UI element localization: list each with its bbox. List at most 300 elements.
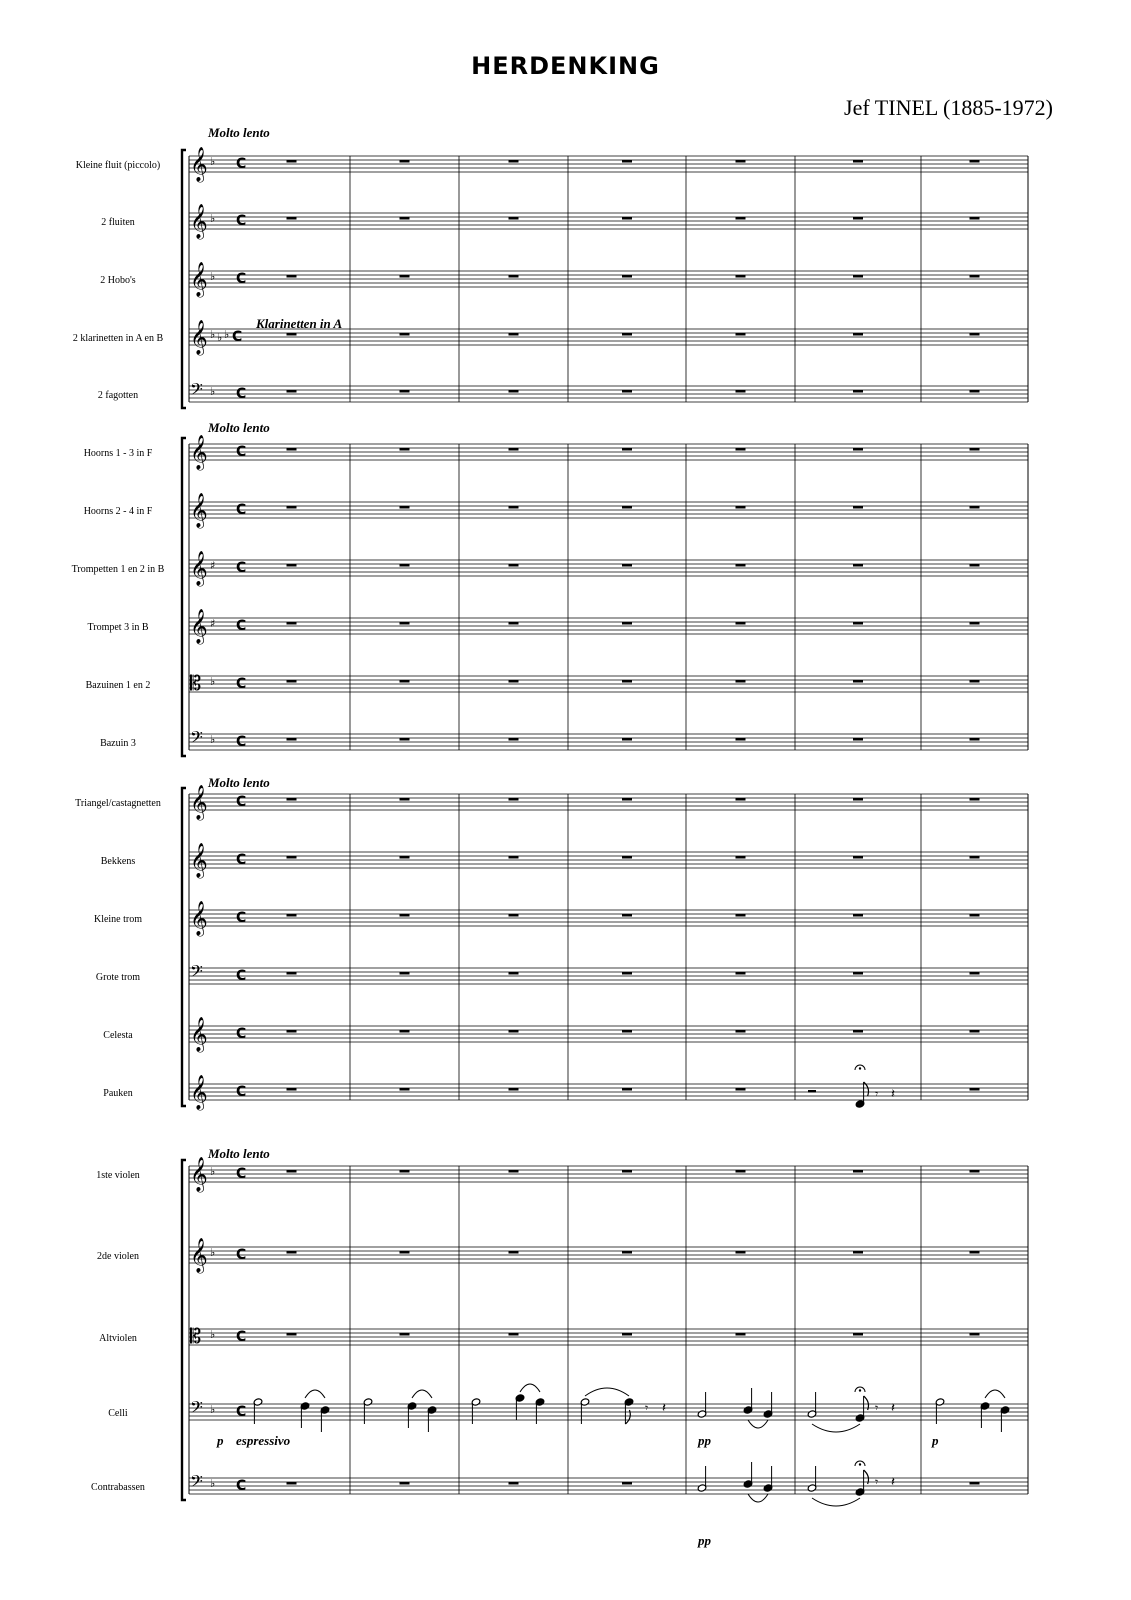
whole-rest-icon: [736, 914, 746, 917]
treble-clef-icon: 𝄞: [190, 320, 208, 355]
clarinet-transposition-note: Klarinetten in A: [256, 316, 343, 331]
instrument-label: Bazuin 3: [100, 738, 136, 749]
flat-icon: ♭: [210, 155, 216, 168]
whole-rest-icon: [400, 275, 410, 278]
whole-rest-icon: [736, 333, 746, 336]
staff-9: [86, 671, 1028, 695]
time-signature: C: [236, 968, 247, 984]
treble-clef-icon: 𝄞: [190, 1017, 208, 1052]
note: [697, 1392, 707, 1418]
time-signature: C: [236, 734, 247, 750]
whole-rest-icon: [736, 622, 746, 625]
instrument-label: 2de violen: [97, 1251, 139, 1262]
group-bracket: [182, 438, 186, 756]
note: [763, 1392, 773, 1418]
tempo-marking: Molto lento: [208, 775, 270, 790]
instrument-label: 2 Hobo's: [100, 275, 136, 286]
whole-rest-icon: [970, 622, 980, 625]
whole-rest-icon: [400, 680, 410, 683]
bass-clef-icon: 𝄢: [190, 961, 203, 985]
time-signature: C: [232, 329, 243, 345]
fermata-icon: [855, 1461, 865, 1466]
treble-clef-icon: 𝄞: [190, 262, 208, 297]
alto-clef-icon: 𝄡: [190, 671, 202, 695]
score-title: HERDENKING: [471, 52, 660, 80]
whole-rest-icon: [287, 914, 297, 917]
whole-rest-icon: [509, 1251, 519, 1254]
group-bracket: [182, 788, 186, 1106]
quarter-rest-icon: 𝄽: [662, 1401, 666, 1416]
whole-rest-icon: [853, 914, 863, 917]
whole-rest-icon: [622, 738, 632, 741]
note: [807, 1466, 817, 1492]
instrument-label: Trompetten 1 en 2 in B: [71, 564, 165, 575]
time-signature: C: [236, 1026, 247, 1042]
flat-icon: ♭: [210, 1165, 216, 1178]
whole-rest-icon: [736, 448, 746, 451]
bass-clef-icon: 𝄢: [190, 727, 203, 751]
whole-rest-icon: [509, 217, 519, 220]
whole-rest-icon: [622, 1170, 632, 1173]
whole-rest-icon: [509, 506, 519, 509]
fermata-icon: [855, 1065, 865, 1070]
whole-rest-icon: [622, 798, 632, 801]
whole-rest-icon: [736, 856, 746, 859]
staff-13: [94, 901, 1028, 937]
sharp-icon: ♯: [210, 559, 216, 572]
composer-credit: Jef TINEL (1885-1972): [844, 95, 1053, 120]
whole-rest-icon: [400, 1482, 410, 1485]
note: [320, 1406, 330, 1432]
whole-rest-icon: [853, 622, 863, 625]
whole-rest-icon: [970, 217, 980, 220]
treble-clef-icon: 𝄞: [190, 1075, 208, 1110]
whole-rest-icon: [287, 1251, 297, 1254]
whole-rest-icon: [736, 972, 746, 975]
note: [427, 1406, 437, 1432]
group-bracket: [182, 150, 186, 408]
whole-rest-icon: [622, 448, 632, 451]
whole-rest-icon: [400, 622, 410, 625]
bass-clef-icon: 𝄢: [190, 379, 203, 403]
instrument-label: Hoorns 1 - 3 in F: [83, 448, 153, 459]
instrument-label: Triangel/castagnetten: [75, 798, 161, 809]
whole-rest-icon: [509, 1482, 519, 1485]
note: [1000, 1406, 1010, 1432]
whole-rest-icon: [287, 1170, 297, 1173]
flat-icon: ♭: [224, 328, 230, 341]
whole-rest-icon: [970, 798, 980, 801]
whole-rest-icon: [970, 275, 980, 278]
time-signature: C: [236, 502, 247, 518]
time-signature: C: [236, 444, 247, 460]
whole-rest-icon: [287, 1482, 297, 1485]
whole-rest-icon: [736, 1088, 746, 1091]
whole-rest-icon: [970, 333, 980, 336]
staff-21: [91, 1471, 1028, 1495]
tempo-marking: Molto lento: [208, 125, 270, 140]
instrument-label: Celesta: [103, 1030, 133, 1041]
dynamic-p: p: [217, 1433, 224, 1448]
dynamic-pp: pp: [698, 1433, 711, 1448]
treble-clef-icon: 𝄞: [190, 551, 208, 586]
whole-rest-icon: [400, 217, 410, 220]
whole-rest-icon: [287, 506, 297, 509]
whole-rest-icon: [970, 448, 980, 451]
whole-rest-icon: [622, 1251, 632, 1254]
whole-rest-icon: [287, 738, 297, 741]
whole-rest-icon: [400, 160, 410, 163]
whole-rest-icon: [970, 390, 980, 393]
time-signature: C: [236, 213, 247, 229]
whole-rest-icon: [622, 217, 632, 220]
whole-rest-icon: [400, 390, 410, 393]
whole-rest-icon: [400, 564, 410, 567]
instrument-label: Trompet 3 in B: [87, 622, 149, 633]
staff-3: [73, 320, 1028, 356]
note: [300, 1402, 310, 1428]
staff-4: [98, 379, 1028, 403]
whole-rest-icon: [853, 160, 863, 163]
instrument-label: Contrabassen: [91, 1482, 145, 1493]
instrument-label: Kleine trom: [93, 914, 143, 925]
whole-rest-icon: [736, 738, 746, 741]
eighth-rest-icon: 𝄾: [875, 1475, 879, 1489]
whole-rest-icon: [509, 390, 519, 393]
treble-clef-icon: 𝄞: [190, 785, 208, 820]
whole-rest-icon: [287, 972, 297, 975]
whole-rest-icon: [853, 1333, 863, 1336]
slur: [748, 1494, 768, 1502]
slur: [812, 1424, 860, 1432]
treble-clef-icon: 𝄞: [190, 147, 208, 182]
whole-rest-icon: [400, 1333, 410, 1336]
staff-15: [103, 1017, 1028, 1053]
whole-rest-icon: [287, 217, 297, 220]
whole-rest-icon: [853, 448, 863, 451]
treble-clef-icon: 𝄞: [190, 204, 208, 239]
whole-rest-icon: [736, 564, 746, 567]
treble-clef-icon: 𝄞: [190, 901, 208, 936]
treble-clef-icon: 𝄞: [190, 1238, 208, 1273]
note: [980, 1402, 990, 1428]
whole-rest-icon: [736, 217, 746, 220]
whole-rest-icon: [509, 680, 519, 683]
fermata-dot: [859, 1463, 861, 1465]
note: [407, 1402, 417, 1428]
flat-icon: ♭: [210, 1328, 216, 1341]
tempo-marking: Molto lento: [208, 1146, 270, 1161]
staff-17: [96, 1157, 1028, 1193]
time-signature: C: [236, 156, 247, 172]
eighth-rest-icon: 𝄾: [645, 1401, 649, 1415]
instrument-label: Hoorns 2 - 4 in F: [83, 506, 153, 517]
note: [743, 1462, 753, 1488]
whole-rest-icon: [970, 160, 980, 163]
whole-rest-icon: [736, 160, 746, 163]
whole-rest-icon: [287, 564, 297, 567]
sharp-icon: ♯: [210, 617, 216, 630]
treble-clef-icon: 𝄞: [190, 435, 208, 470]
slur: [748, 1420, 768, 1428]
instrument-label: Pauken: [103, 1088, 133, 1099]
whole-rest-icon: [509, 1170, 519, 1173]
whole-rest-icon: [622, 1088, 632, 1091]
whole-rest-icon: [853, 1251, 863, 1254]
slur: [305, 1390, 325, 1398]
whole-rest-icon: [400, 738, 410, 741]
whole-rest-icon: [400, 1088, 410, 1091]
time-signature: C: [236, 1084, 247, 1100]
whole-rest-icon: [736, 1170, 746, 1173]
staff-19: [99, 1324, 1028, 1348]
whole-rest-icon: [736, 275, 746, 278]
whole-rest-icon: [287, 1088, 297, 1091]
time-signature: C: [236, 560, 247, 576]
time-signature: C: [236, 618, 247, 634]
whole-rest-icon: [736, 1030, 746, 1033]
whole-rest-icon: [853, 972, 863, 975]
whole-rest-icon: [853, 856, 863, 859]
instrument-label: Celli: [108, 1408, 128, 1419]
whole-rest-icon: [736, 1251, 746, 1254]
staff-10: [100, 727, 1028, 751]
whole-rest-icon: [970, 1251, 980, 1254]
whole-rest-icon: [287, 390, 297, 393]
whole-rest-icon: [970, 972, 980, 975]
time-signature: C: [236, 910, 247, 926]
whole-rest-icon: [853, 1170, 863, 1173]
whole-rest-icon: [400, 1170, 410, 1173]
whole-rest-icon: [400, 1030, 410, 1033]
quarter-rest-icon: 𝄽: [891, 1475, 895, 1490]
whole-rest-icon: [509, 564, 519, 567]
whole-rest-icon: [400, 506, 410, 509]
whole-rest-icon: [853, 275, 863, 278]
whole-rest-icon: [853, 390, 863, 393]
whole-rest-icon: [970, 1088, 980, 1091]
instrument-label: 2 fagotten: [97, 390, 139, 401]
eighth-rest-icon: 𝄾: [875, 1087, 879, 1101]
time-signature: C: [236, 386, 247, 402]
instrument-label: 2 klarinetten in A en B: [72, 333, 164, 344]
whole-rest-icon: [622, 390, 632, 393]
whole-rest-icon: [509, 448, 519, 451]
time-signature: C: [236, 1478, 247, 1494]
whole-rest-icon: [287, 856, 297, 859]
staff-2: [100, 262, 1028, 298]
staff-14: [96, 961, 1028, 985]
staff-18: [97, 1238, 1028, 1274]
dynamic-espressivo: espressivo: [236, 1433, 291, 1448]
whole-rest-icon: [622, 1030, 632, 1033]
whole-rest-icon: [622, 914, 632, 917]
whole-rest-icon: [622, 622, 632, 625]
time-signature: C: [236, 676, 247, 692]
group-bracket: [182, 1160, 186, 1500]
treble-clef-icon: 𝄞: [190, 609, 208, 644]
dynamic-pp: pp: [698, 1533, 711, 1548]
whole-rest-icon: [509, 914, 519, 917]
whole-rest-icon: [736, 1333, 746, 1336]
instrument-label: Kleine fluit (piccolo): [75, 160, 161, 171]
flat-icon: ♭: [217, 331, 223, 344]
whole-rest-icon: [622, 506, 632, 509]
treble-clef-icon: 𝄞: [190, 1157, 208, 1192]
whole-rest-icon: [509, 1333, 519, 1336]
time-signature: C: [236, 271, 247, 287]
whole-rest-icon: [400, 856, 410, 859]
whole-rest-icon: [509, 972, 519, 975]
instrument-label: Altviolen: [99, 1333, 137, 1344]
whole-rest-icon: [970, 506, 980, 509]
fermata-icon: [855, 1387, 865, 1392]
staff-5: [84, 435, 1028, 471]
whole-rest-icon: [970, 914, 980, 917]
instrument-label: Grote trom: [95, 972, 141, 983]
note: [855, 1082, 868, 1108]
whole-rest-icon: [622, 680, 632, 683]
flat-icon: ♭: [210, 1403, 216, 1416]
whole-rest-icon: [622, 856, 632, 859]
whole-rest-icon: [853, 564, 863, 567]
note: [697, 1466, 707, 1492]
whole-rest-icon: [287, 333, 297, 336]
whole-rest-icon: [400, 1251, 410, 1254]
instrument-label: Bekkens: [100, 856, 136, 867]
whole-rest-icon: [509, 738, 519, 741]
whole-rest-icon: [622, 160, 632, 163]
note: [855, 1470, 868, 1496]
dynamic-p: p: [932, 1433, 939, 1448]
flat-icon: ♭: [210, 270, 216, 283]
quarter-rest-icon: 𝄽: [891, 1087, 895, 1102]
flat-icon: ♭: [210, 733, 216, 746]
whole-rest-icon: [509, 1088, 519, 1091]
time-signature: C: [236, 794, 247, 810]
whole-rest-icon: [400, 798, 410, 801]
whole-rest-icon: [287, 1333, 297, 1336]
staff-16: [103, 1075, 1028, 1111]
whole-rest-icon: [970, 1170, 980, 1173]
whole-rest-icon: [400, 914, 410, 917]
flat-icon: ♭: [210, 212, 216, 225]
staff-8: [87, 609, 1028, 645]
whole-rest-icon: [509, 856, 519, 859]
whole-rest-icon: [400, 972, 410, 975]
whole-rest-icon: [970, 1333, 980, 1336]
whole-rest-icon: [736, 680, 746, 683]
staff-0: [76, 147, 1028, 183]
bass-clef-icon: 𝄢: [190, 1471, 203, 1495]
whole-rest-icon: [509, 333, 519, 336]
eighth-rest-icon: 𝄾: [875, 1401, 879, 1415]
staff-6: [84, 493, 1028, 529]
whole-rest-icon: [622, 275, 632, 278]
whole-rest-icon: [509, 160, 519, 163]
flat-icon: ♭: [210, 1246, 216, 1259]
fermata-dot: [859, 1389, 861, 1391]
whole-rest-icon: [622, 333, 632, 336]
whole-rest-icon: [509, 798, 519, 801]
slur: [520, 1384, 540, 1392]
staff-7: [72, 551, 1028, 587]
treble-clef-icon: 𝄞: [190, 493, 208, 528]
whole-rest-icon: [853, 798, 863, 801]
whole-rest-icon: [400, 333, 410, 336]
whole-rest-icon: [736, 506, 746, 509]
whole-rest-icon: [853, 333, 863, 336]
staff-11: [75, 785, 1028, 821]
time-signature: C: [236, 1404, 247, 1420]
time-signature: C: [236, 852, 247, 868]
instrument-label: 2 fluiten: [101, 217, 135, 228]
whole-rest-icon: [622, 1482, 632, 1485]
note: [807, 1392, 817, 1418]
time-signature: C: [236, 1247, 247, 1263]
whole-rest-icon: [736, 798, 746, 801]
slur: [412, 1390, 432, 1398]
note: [855, 1396, 868, 1422]
treble-clef-icon: 𝄞: [190, 843, 208, 878]
whole-rest-icon: [622, 1333, 632, 1336]
whole-rest-icon: [287, 680, 297, 683]
whole-rest-icon: [287, 448, 297, 451]
flat-icon: ♭: [210, 328, 216, 341]
flat-icon: ♭: [210, 675, 216, 688]
alto-clef-icon: 𝄡: [190, 1324, 202, 1348]
staff-1: [101, 204, 1028, 240]
quarter-rest-icon: 𝄽: [891, 1401, 895, 1416]
note: [743, 1388, 753, 1414]
flat-icon: ♭: [210, 1477, 216, 1490]
whole-rest-icon: [287, 275, 297, 278]
whole-rest-icon: [853, 1030, 863, 1033]
tempo-marking: Molto lento: [208, 420, 270, 435]
whole-rest-icon: [853, 506, 863, 509]
instrument-label: 1ste violen: [96, 1170, 140, 1181]
slur: [585, 1388, 629, 1396]
instrument-label: Bazuinen 1 en 2: [85, 680, 151, 691]
time-signature: C: [236, 1166, 247, 1182]
time-signature: C: [236, 1329, 247, 1345]
whole-rest-icon: [970, 738, 980, 741]
fermata-dot: [859, 1067, 861, 1069]
slur: [812, 1498, 860, 1506]
whole-rest-icon: [853, 680, 863, 683]
whole-rest-icon: [509, 1030, 519, 1033]
whole-rest-icon: [736, 390, 746, 393]
slur: [985, 1390, 1005, 1398]
whole-rest-icon: [853, 738, 863, 741]
whole-rest-icon: [970, 564, 980, 567]
whole-rest-icon: [970, 856, 980, 859]
whole-rest-icon: [970, 1030, 980, 1033]
whole-rest-icon: [509, 275, 519, 278]
whole-rest-icon: [287, 160, 297, 163]
staff-12: [101, 843, 1028, 879]
whole-rest-icon: [287, 622, 297, 625]
whole-rest-icon: [970, 1482, 980, 1485]
note: [763, 1466, 773, 1492]
whole-rest-icon: [622, 972, 632, 975]
whole-rest-icon: [622, 564, 632, 567]
whole-rest-icon: [287, 798, 297, 801]
whole-rest-icon: [970, 680, 980, 683]
bass-clef-icon: 𝄢: [190, 1397, 203, 1421]
flat-icon: ♭: [210, 385, 216, 398]
whole-rest-icon: [509, 622, 519, 625]
